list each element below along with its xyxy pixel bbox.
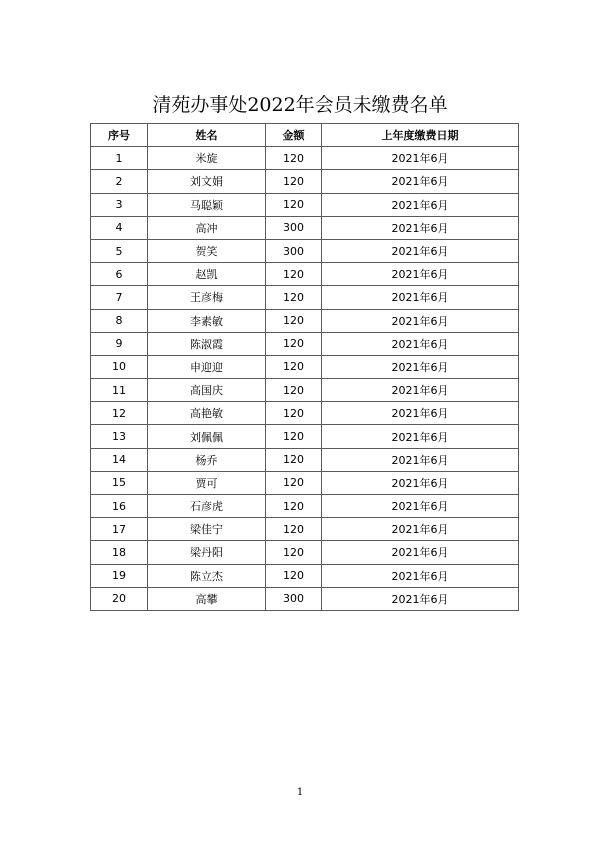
cell-no: 8: [91, 309, 148, 332]
cell-no: 16: [91, 495, 148, 518]
table-row: [91, 541, 519, 564]
cell-fee: 120: [266, 471, 322, 494]
table-row: [91, 425, 519, 448]
table-row: [91, 518, 519, 541]
cell-name: 高国庆: [148, 379, 266, 402]
cell-last-paid-date: 2021年6月: [322, 587, 519, 610]
table-row: [91, 309, 519, 332]
cell-no: 17: [91, 518, 148, 541]
cell-fee: 300: [266, 587, 322, 610]
cell-last-paid-date: 2021年6月: [322, 425, 519, 448]
cell-last-paid-date: 2021年6月: [322, 564, 519, 587]
table-body: [91, 147, 519, 611]
cell-fee: 120: [266, 402, 322, 425]
cell-name: 申迎迎: [148, 355, 266, 378]
table-row: [91, 471, 519, 494]
table-row: [91, 263, 519, 286]
cell-name: 陈淑霞: [148, 332, 266, 355]
cell-last-paid-date: 2021年6月: [322, 309, 519, 332]
cell-no: 5: [91, 239, 148, 262]
cell-last-paid-date: 2021年6月: [322, 448, 519, 471]
table-header-row: [91, 124, 519, 147]
cell-name: 刘佩佩: [148, 425, 266, 448]
page-title: 清苑办事处2022年会员未缴费名单: [152, 94, 448, 116]
cell-no: 19: [91, 564, 148, 587]
cell-fee: 120: [266, 541, 322, 564]
table-row: [91, 193, 519, 216]
header-no: 序号: [91, 124, 148, 147]
cell-name: 贾可: [148, 471, 266, 494]
cell-no: 3: [91, 193, 148, 216]
table-row: [91, 587, 519, 610]
cell-name: 石彦虎: [148, 495, 266, 518]
cell-no: 2: [91, 170, 148, 193]
cell-last-paid-date: 2021年6月: [322, 332, 519, 355]
table-row: [91, 216, 519, 239]
cell-fee: 300: [266, 239, 322, 262]
cell-name: 陈立杰: [148, 564, 266, 587]
page-number: 1: [296, 787, 304, 798]
cell-no: 15: [91, 471, 148, 494]
cell-last-paid-date: 2021年6月: [322, 170, 519, 193]
table-row: [91, 448, 519, 471]
cell-fee: 120: [266, 518, 322, 541]
cell-fee: 120: [266, 286, 322, 309]
cell-no: 13: [91, 425, 148, 448]
cell-last-paid-date: 2021年6月: [322, 379, 519, 402]
table-row: [91, 402, 519, 425]
table-row: [91, 379, 519, 402]
cell-name: 贺笑: [148, 239, 266, 262]
cell-last-paid-date: 2021年6月: [322, 193, 519, 216]
cell-no: 1: [91, 147, 148, 170]
cell-name: 高艳敏: [148, 402, 266, 425]
table-row: [91, 564, 519, 587]
cell-fee: 120: [266, 309, 322, 332]
cell-name: 梁丹阳: [148, 541, 266, 564]
cell-fee: 120: [266, 379, 322, 402]
cell-last-paid-date: 2021年6月: [322, 402, 519, 425]
cell-fee: 120: [266, 170, 322, 193]
cell-no: 7: [91, 286, 148, 309]
cell-last-paid-date: 2021年6月: [322, 355, 519, 378]
cell-name: 王彦梅: [148, 286, 266, 309]
cell-last-paid-date: 2021年6月: [322, 471, 519, 494]
cell-name: 米旋: [148, 147, 266, 170]
cell-name: 刘文娟: [148, 170, 266, 193]
cell-last-paid-date: 2021年6月: [322, 216, 519, 239]
cell-fee: 120: [266, 564, 322, 587]
table-row: [91, 332, 519, 355]
cell-name: 高攀: [148, 587, 266, 610]
cell-fee: 120: [266, 425, 322, 448]
cell-last-paid-date: 2021年6月: [322, 518, 519, 541]
cell-fee: 120: [266, 263, 322, 286]
cell-no: 12: [91, 402, 148, 425]
cell-no: 6: [91, 263, 148, 286]
table-row: [91, 147, 519, 170]
cell-fee: 120: [266, 332, 322, 355]
cell-last-paid-date: 2021年6月: [322, 239, 519, 262]
cell-name: 赵凯: [148, 263, 266, 286]
header-fee: 金额: [266, 124, 322, 147]
cell-fee: 120: [266, 495, 322, 518]
cell-last-paid-date: 2021年6月: [322, 495, 519, 518]
unpaid-members-table: [90, 123, 519, 611]
cell-last-paid-date: 2021年6月: [322, 541, 519, 564]
cell-no: 11: [91, 379, 148, 402]
cell-no: 10: [91, 355, 148, 378]
cell-no: 18: [91, 541, 148, 564]
cell-no: 4: [91, 216, 148, 239]
cell-fee: 300: [266, 216, 322, 239]
cell-no: 9: [91, 332, 148, 355]
cell-fee: 120: [266, 193, 322, 216]
cell-last-paid-date: 2021年6月: [322, 286, 519, 309]
cell-fee: 120: [266, 147, 322, 170]
table-row: [91, 239, 519, 262]
cell-name: 梁佳宁: [148, 518, 266, 541]
header-name: 姓名: [148, 124, 266, 147]
cell-no: 20: [91, 587, 148, 610]
header-last-paid-date: 上年度缴费日期: [322, 124, 519, 147]
table-row: [91, 355, 519, 378]
cell-fee: 120: [266, 355, 322, 378]
cell-name: 高冲: [148, 216, 266, 239]
cell-last-paid-date: 2021年6月: [322, 147, 519, 170]
cell-name: 马聪颖: [148, 193, 266, 216]
table-row: [91, 286, 519, 309]
cell-last-paid-date: 2021年6月: [322, 263, 519, 286]
table-row: [91, 495, 519, 518]
table-row: [91, 170, 519, 193]
cell-name: 李素敏: [148, 309, 266, 332]
cell-fee: 120: [266, 448, 322, 471]
cell-no: 14: [91, 448, 148, 471]
cell-name: 杨乔: [148, 448, 266, 471]
